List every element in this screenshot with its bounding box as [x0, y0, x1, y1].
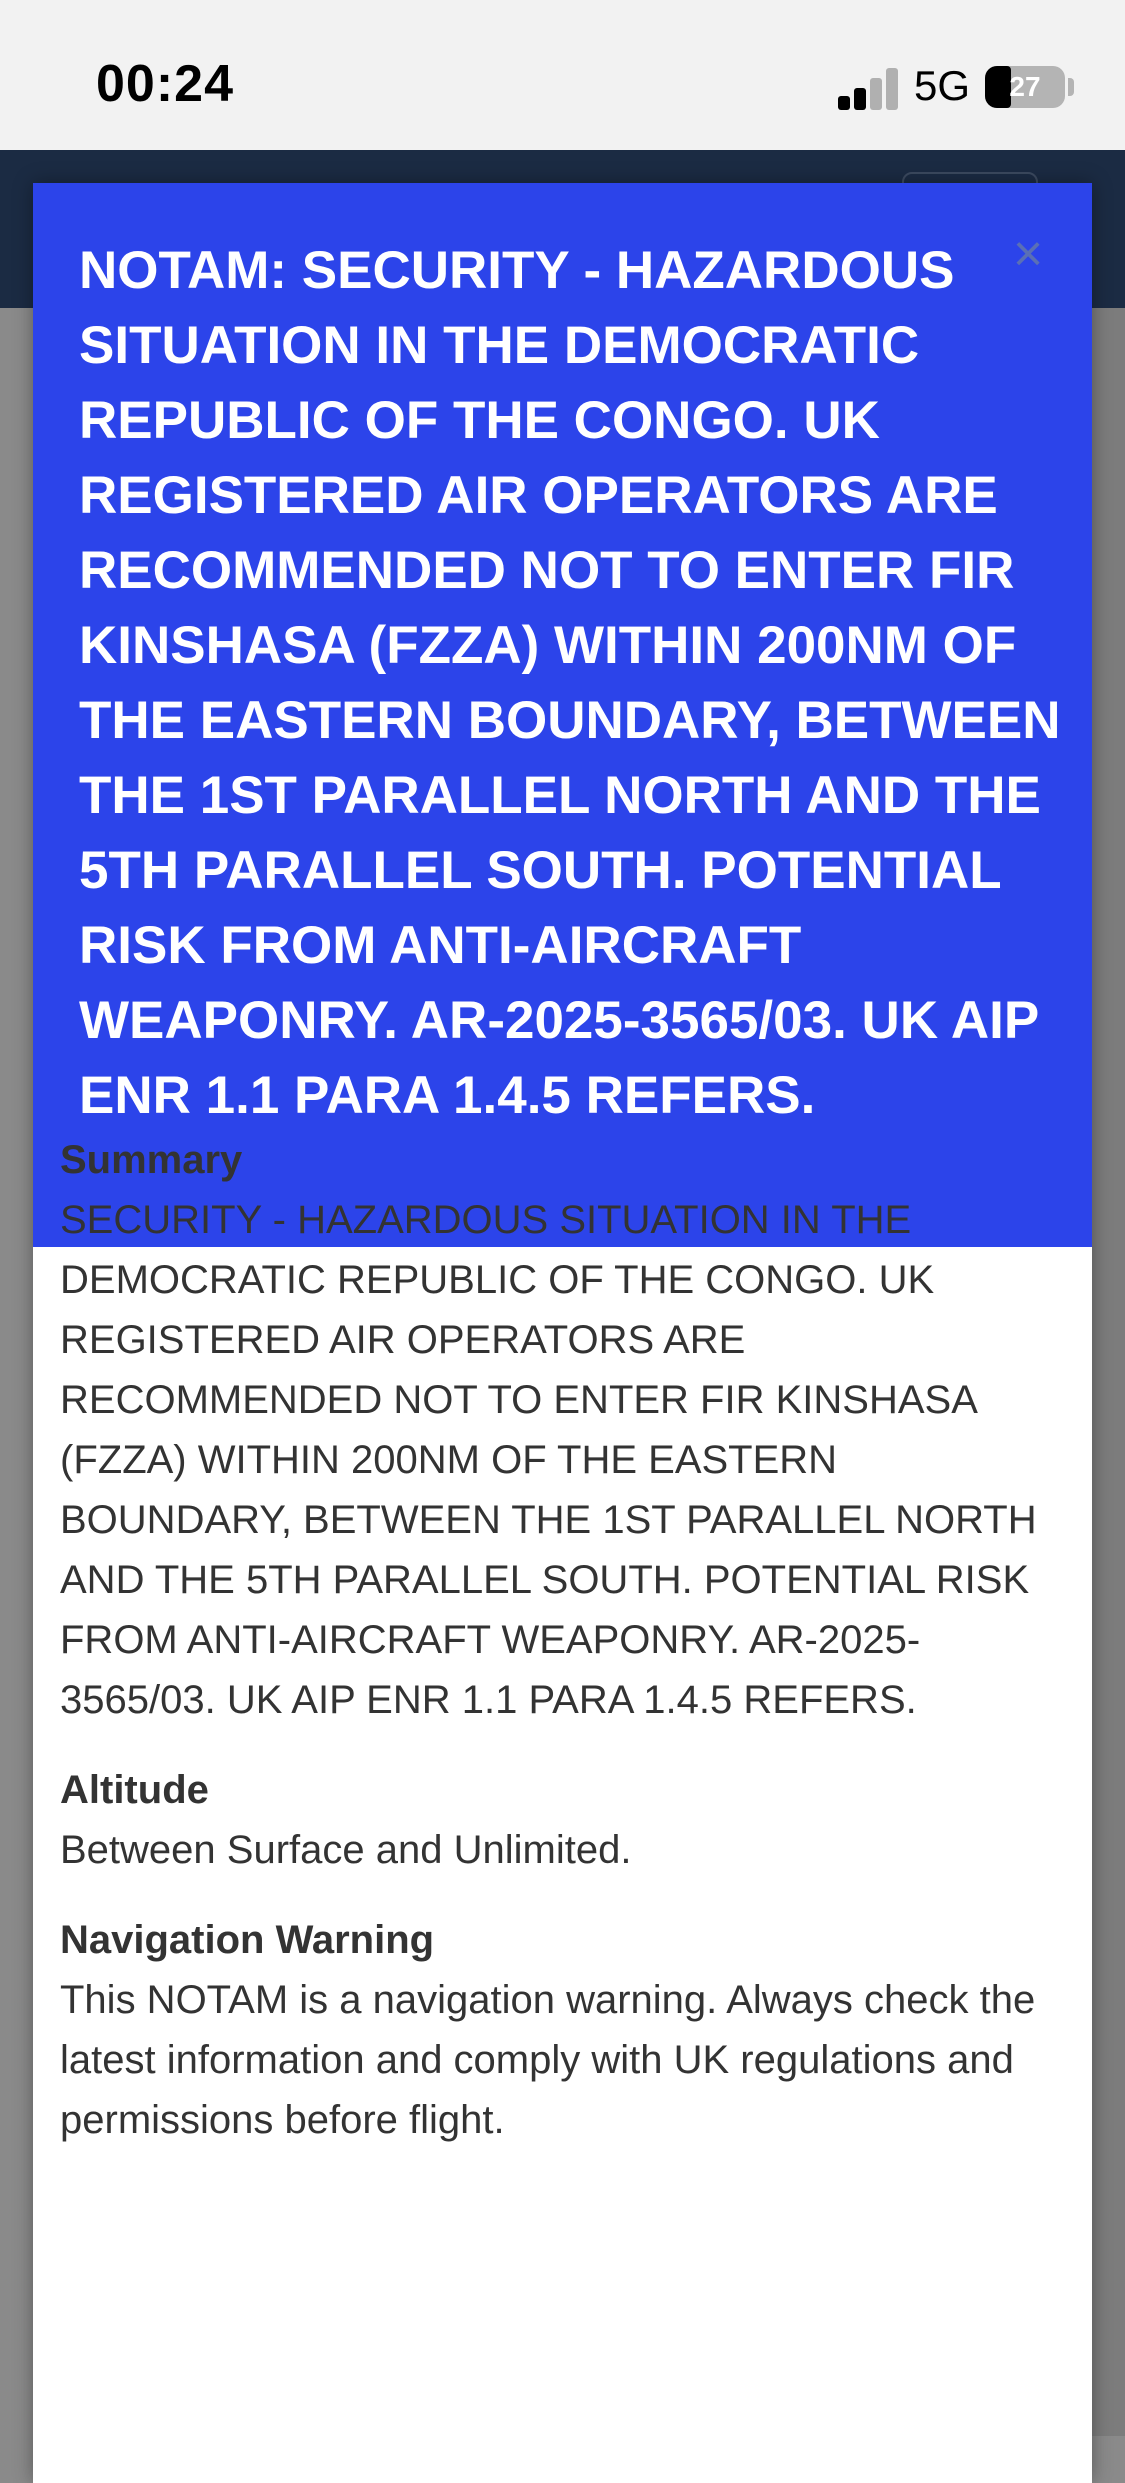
close-icon: × [1012, 225, 1044, 283]
background-overlay-strip [1092, 308, 1125, 2436]
modal-body [60, 1130, 1045, 2180]
status-time: 00:24 [96, 55, 234, 113]
summary-heading: Summary [60, 1138, 243, 1182]
altitude-heading: Altitude [60, 1768, 209, 1812]
modal-header [33, 183, 1092, 1247]
cellular-signal-icon [838, 66, 900, 110]
navigation-warning-section [60, 1910, 1045, 2150]
network-type-label: 5G [914, 62, 971, 109]
battery-level-text: 27 [1009, 71, 1041, 102]
altitude-text: Between Surface and Unlimited. [60, 1828, 632, 1872]
modal-title: NOTAM: SECURITY - HAZARDOUS SITUATION IN THE DEMOCRATIC REPUBLIC OF THE CONGO. UK REGISTERED AIR OPERATORS ARE RECOMMENDED NOT TO ENTER FIR KINSHASA (FZZA) WITHIN 200NM OF THE EASTERN BOUNDARY, BETWEEN THE 1ST PARALLEL NORTH AND THE 5TH PARALLEL SOUTH. POTENTIAL RISK FROM ANTI-AIRCRAFT WEAPONRY. AR-2025-3565/03. UK AIP ENR 1.1 PARA 1.4.5 REFERS. [79, 241, 1061, 1125]
battery-icon [985, 66, 1065, 108]
status-bar [0, 0, 1125, 150]
altitude-section [60, 1760, 1045, 1880]
summary-text: SECURITY - HAZARDOUS SITUATION IN THE DEMOCRATIC REPUBLIC OF THE CONGO. UK REGISTERED AIR OPERATORS ARE RECOMMENDED NOT TO ENTER FIR KINSHASA (FZZA) WITHIN 200NM OF THE EASTERN BOUNDARY, BETWEEN THE 1ST PARALLEL NORTH AND THE 5TH PARALLEL SOUTH. POTENTIAL RISK FROM ANTI-AIRCRAFT WEAPONRY. AR-2025-3565/03. UK AIP ENR 1.1 PARA 1.4.5 REFERS. [60, 1198, 1037, 1722]
navigation-warning-text: This NOTAM is a navigation warning. Always check the latest information and comply with UK regulations and permissions before flight. [60, 1978, 1036, 2142]
battery-cap [1068, 78, 1074, 96]
summary-section [60, 1130, 1045, 1730]
navigation-warning-heading: Navigation Warning [60, 1918, 435, 1962]
close-button[interactable] [993, 219, 1063, 289]
